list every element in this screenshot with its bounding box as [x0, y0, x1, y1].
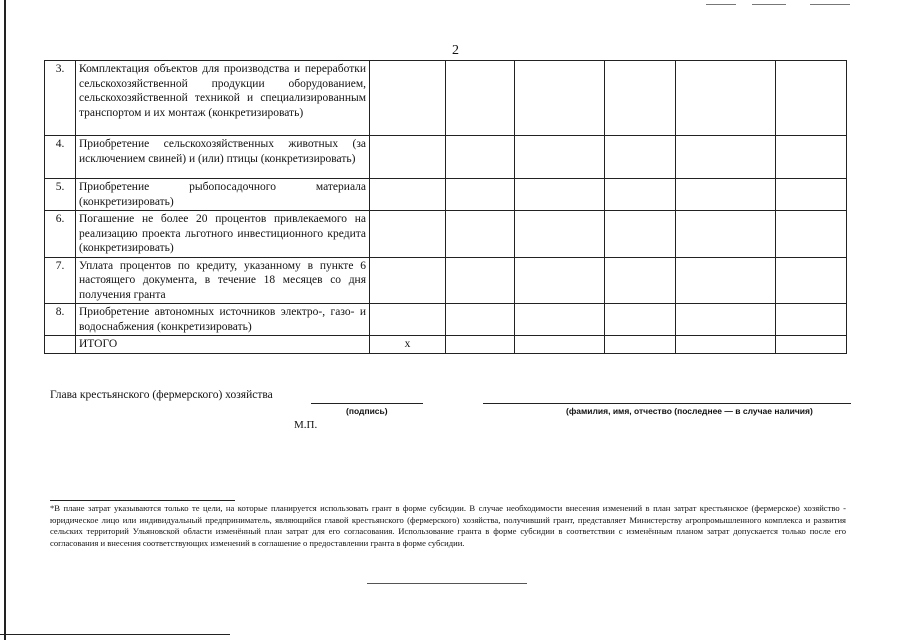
row-value-cell [605, 61, 676, 136]
row-value-cell [446, 179, 515, 211]
row-description: Погашение не более 20 процентов привлекаемого на реализацию проекта льготного инвестиционного кредита (конкретизировать) [76, 211, 370, 258]
page-left-edge-line [4, 0, 6, 640]
row-value-cell [776, 211, 847, 258]
signature-caption: (подпись) [346, 406, 388, 416]
row-value-cell [446, 336, 515, 354]
name-line [483, 403, 851, 404]
expense-plan-table-body [45, 61, 847, 354]
footnote-text: *В плане затрат указываются только те цели, на которые планируется использовать грант в форме субсидии. В случае необходимости внесения изменений в план затрат крестьянское (фермерское) хозяйство - юридическое лицо или индивидуальный предприниматель, являющийся главой крестьянского (фермерского) хозяйства, получивший грант, представляет Министерству агропромышленного комплекса и развития сельских территорий Ульяновской области изменённый план затрат для его согласования. Использование гранта в форме субсидии в соответствии с изменённым планом затрат допускается только после его согласования и внесения соответствующих изменений в соглашение о предоставлении гранта в форме субсидии. [50, 503, 846, 548]
top-dash-mark [706, 4, 736, 5]
footnote-separator [50, 500, 235, 501]
row-value-cell [515, 304, 605, 336]
table-row [45, 136, 847, 179]
stamp-placeholder: М.П. [294, 419, 318, 431]
row-value-cell [676, 61, 776, 136]
row-description: Уплата процентов по кредиту, указанному в пункте 6 настоящего документа, в течение 18 месяцев со дня получения гранта [76, 257, 370, 304]
row-value-cell [605, 179, 676, 211]
table-row [45, 61, 847, 136]
row-value-cell [676, 304, 776, 336]
row-value-cell [605, 304, 676, 336]
row-value-cell [776, 61, 847, 136]
row-value-cell [605, 211, 676, 258]
expense-plan-table [44, 60, 847, 354]
row-value-cell [676, 211, 776, 258]
row-value-cell [446, 257, 515, 304]
row-value-cell [676, 136, 776, 179]
top-dash-mark [810, 4, 850, 5]
row-value-cell: х [370, 336, 446, 354]
signature-line [311, 403, 423, 404]
row-value-cell [370, 61, 446, 136]
row-value-cell [776, 179, 847, 211]
row-description: ИТОГО [76, 336, 370, 354]
table-row [45, 211, 847, 258]
row-value-cell [605, 336, 676, 354]
row-value-cell [446, 136, 515, 179]
row-value-cell [446, 61, 515, 136]
row-number: 6. [45, 211, 76, 258]
row-value-cell [370, 257, 446, 304]
row-number: 3. [45, 61, 76, 136]
row-number: 5. [45, 179, 76, 211]
row-value-cell [676, 336, 776, 354]
row-value-cell [676, 257, 776, 304]
name-caption: (фамилия, имя, отчество (последнее — в случае наличия) [566, 406, 813, 416]
row-value-cell [446, 211, 515, 258]
row-description: Приобретение сельскохозяйственных животных (за исключением свиней) и (или) птицы (конкретизировать) [76, 136, 370, 179]
top-dash-mark [752, 4, 786, 5]
row-value-cell [776, 336, 847, 354]
row-value-cell [515, 257, 605, 304]
row-value-cell [370, 211, 446, 258]
row-description: Комплектация объектов для производства и переработки сельскохозяйственной продукции оборудованием, сельскохозяйственной техникой и специализированным транспортом и их монтаж (конкретизировать) [76, 61, 370, 136]
row-value-cell [515, 136, 605, 179]
row-value-cell [776, 304, 847, 336]
row-value-cell [370, 179, 446, 211]
row-value-cell [515, 336, 605, 354]
signature-label: Глава крестьянского (фермерского) хозяйства [50, 389, 273, 401]
row-value-cell [776, 136, 847, 179]
table-row [45, 257, 847, 304]
row-value-cell [776, 257, 847, 304]
table-row [45, 304, 847, 336]
row-description: Приобретение автономных источников электро-, газо- и водоснабжения (конкретизировать) [76, 304, 370, 336]
row-number: 8. [45, 304, 76, 336]
row-value-cell [446, 304, 515, 336]
row-number: 7. [45, 257, 76, 304]
bottom-rule-line [0, 634, 230, 635]
row-value-cell [605, 257, 676, 304]
row-value-cell [370, 136, 446, 179]
total-row [45, 336, 847, 354]
row-description: Приобретение рыбопосадочного материала (конкретизировать) [76, 179, 370, 211]
row-value-cell [515, 61, 605, 136]
row-value-cell [370, 304, 446, 336]
page-number: 2 [452, 43, 459, 58]
bottom-dash-mark [367, 583, 527, 584]
row-value-cell [676, 179, 776, 211]
table-row [45, 179, 847, 211]
row-number [45, 336, 76, 354]
row-number: 4. [45, 136, 76, 179]
row-value-cell [605, 136, 676, 179]
row-value-cell [515, 211, 605, 258]
row-value-cell [515, 179, 605, 211]
